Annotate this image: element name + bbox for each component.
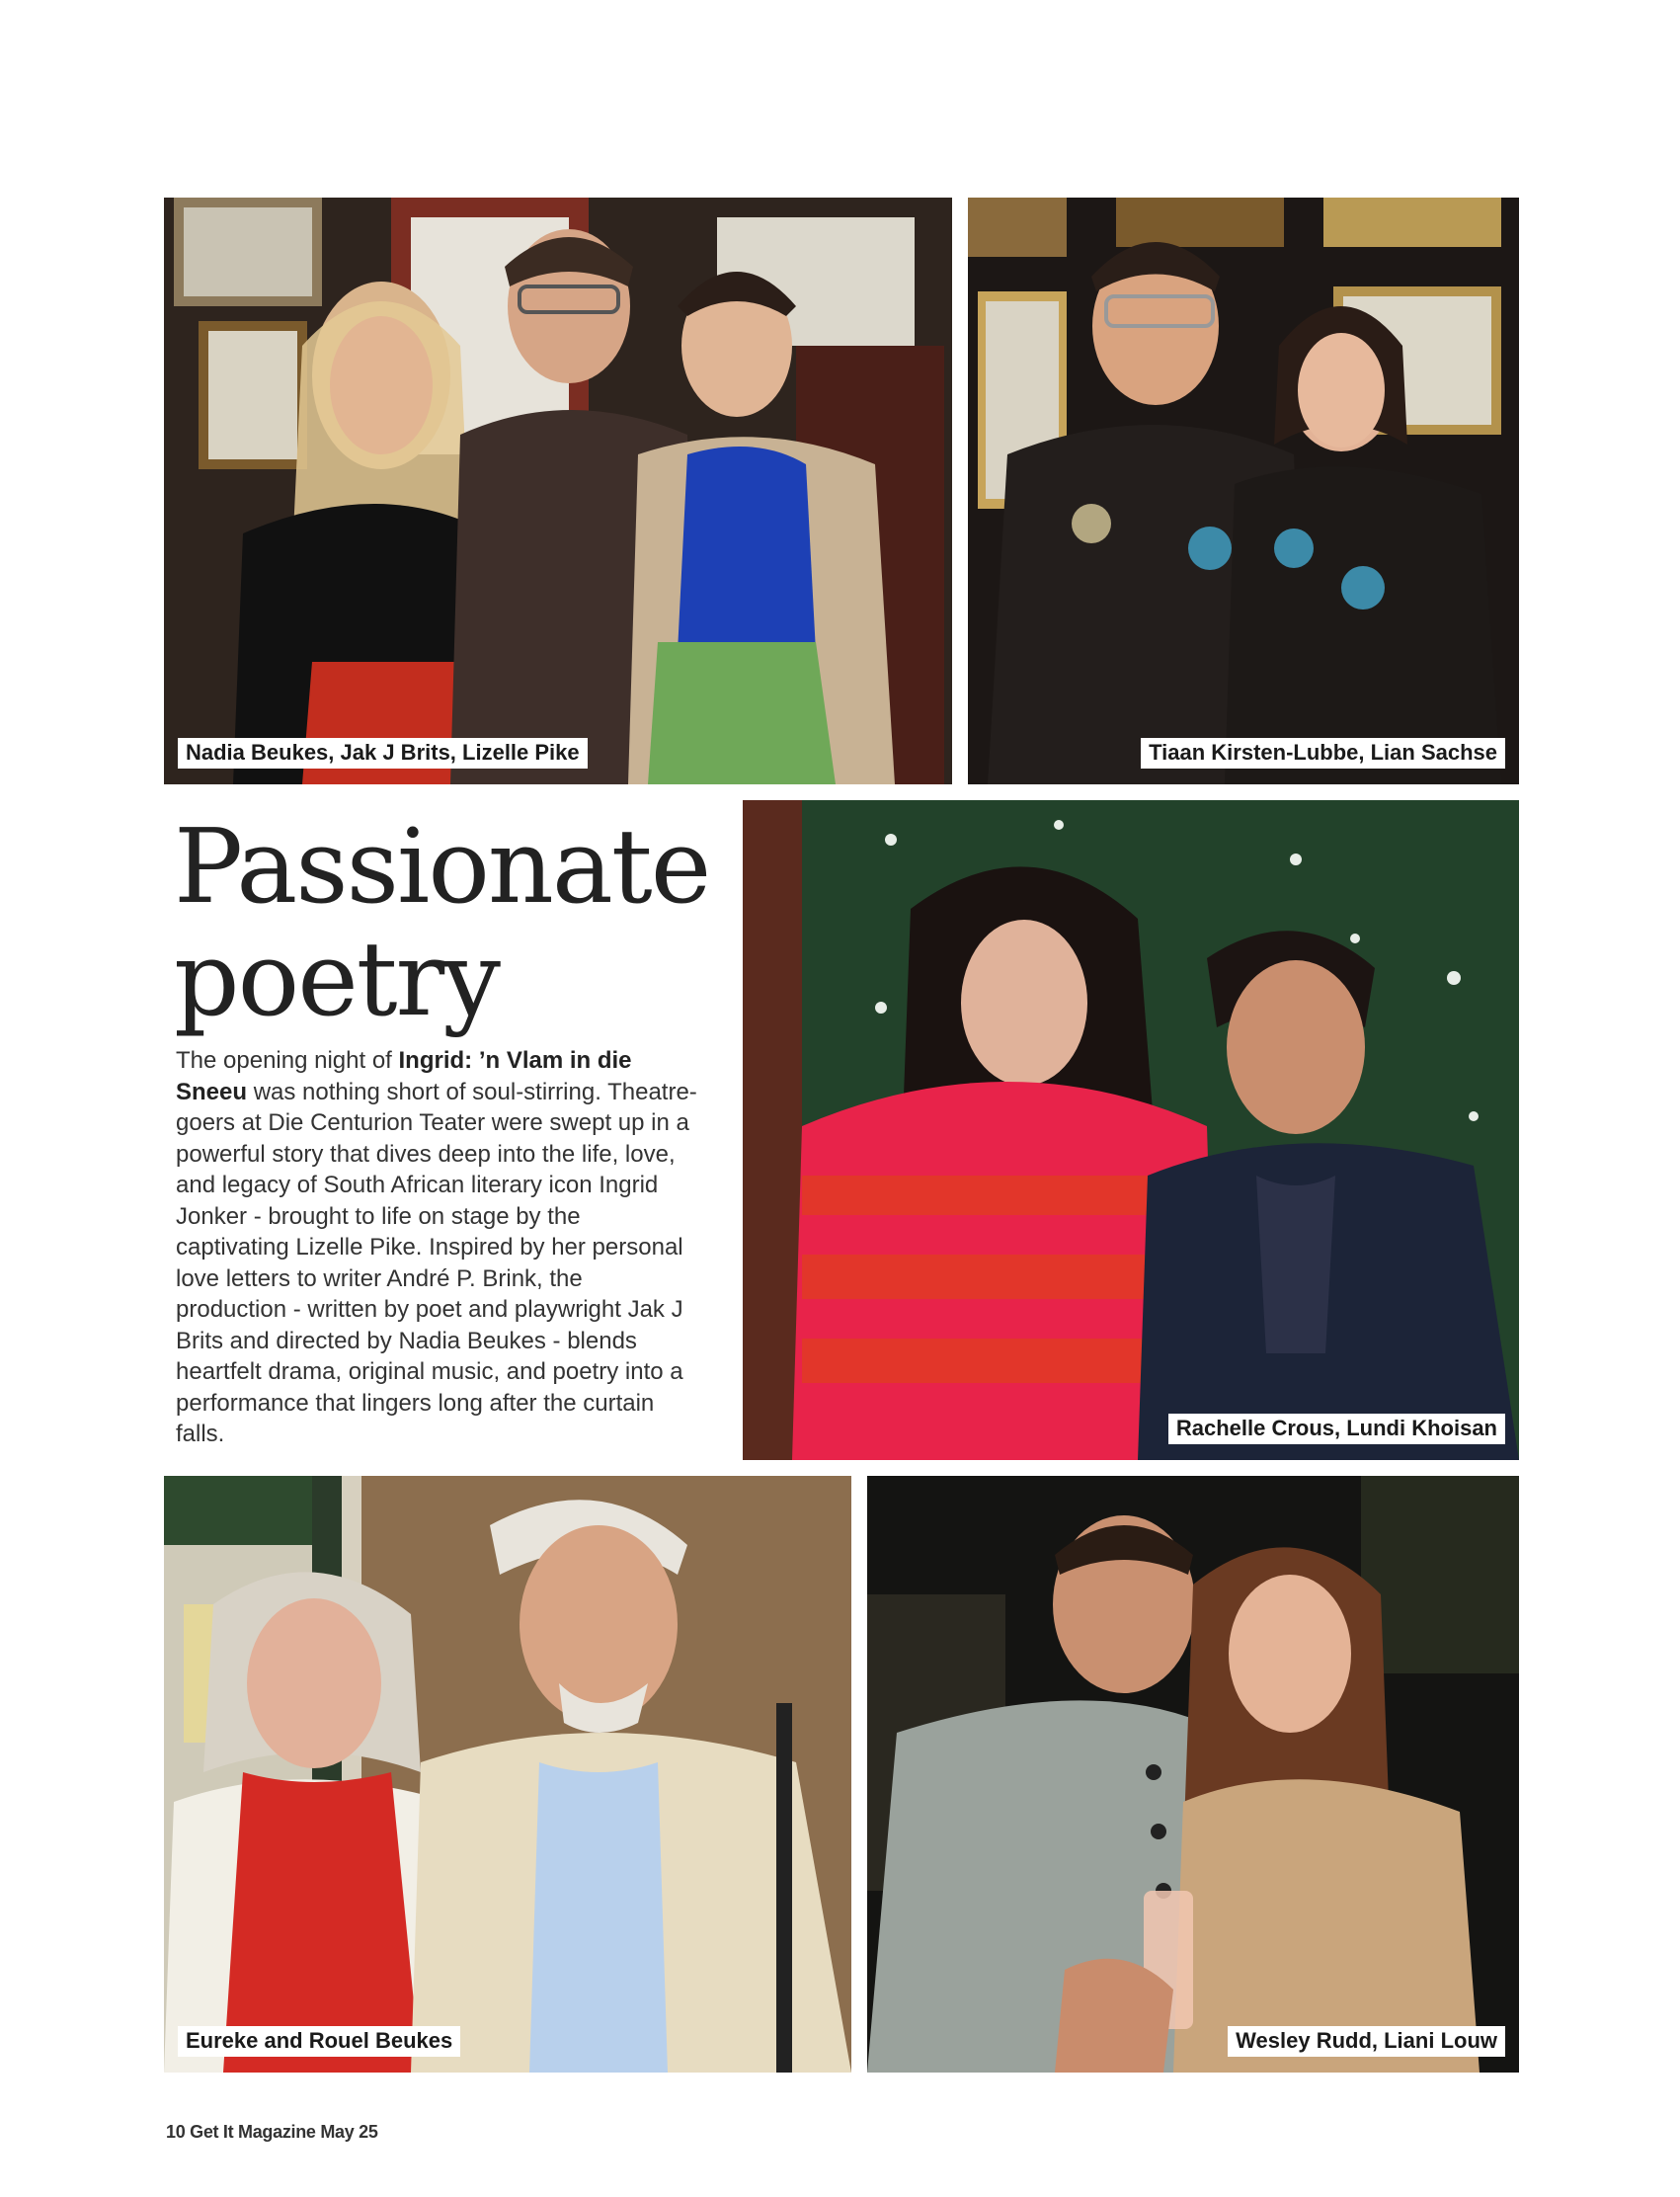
article-body <box>176 1045 699 1450</box>
article-headline <box>174 806 727 1039</box>
photo-scene <box>164 1476 851 2073</box>
photo-caption: Nadia Beukes, Jak J Brits, Lizelle Pike <box>178 738 588 769</box>
photo-scene <box>743 800 1519 1460</box>
headline-line-1: Passionate <box>174 806 710 927</box>
photo-caption: Tiaan Kirsten-Lubbe, Lian Sachse <box>1141 738 1505 769</box>
article-show-title: Ingrid: ’n Vlam in die Sneeu <box>176 1047 632 1105</box>
photo-tiaan-lian <box>968 198 1519 784</box>
page-footer: 10 Get It Magazine May 25 <box>166 2122 378 2142</box>
photo-scene <box>968 198 1519 784</box>
photo-scene <box>164 198 952 784</box>
article-body-text: was nothing short of soul-stirring. Theatre-goers at Die Centurion Teater were swept up in a powerful story that dives deep into the life, love, and legacy of South African literary icon Ingrid Jonker - brought to life on stage by the captivating Lizelle Pike. Inspired by her personal love letters to writer André P. Brink, the production - written by poet and playwright Jak J Brits and directed by Nadia Beukes - blends heartfelt drama, original music, and poetry into a performance that lingers long after the curtain falls. <box>176 1078 697 1447</box>
photo-wesley-liani <box>867 1476 1519 2073</box>
photo-caption: Wesley Rudd, Liani Louw <box>1228 2026 1505 2057</box>
photo-caption: Rachelle Crous, Lundi Khoisan <box>1168 1414 1505 1444</box>
photo-nadia-jak-lizelle <box>164 198 952 784</box>
headline-line-2: poetry <box>174 919 499 1039</box>
photo-eureke-rouel <box>164 1476 851 2073</box>
article-intro: The opening night of <box>176 1047 399 1074</box>
photo-caption: Eureke and Rouel Beukes <box>178 2026 460 2057</box>
photo-rachelle-lundi <box>743 800 1519 1460</box>
photo-scene <box>867 1476 1519 2073</box>
